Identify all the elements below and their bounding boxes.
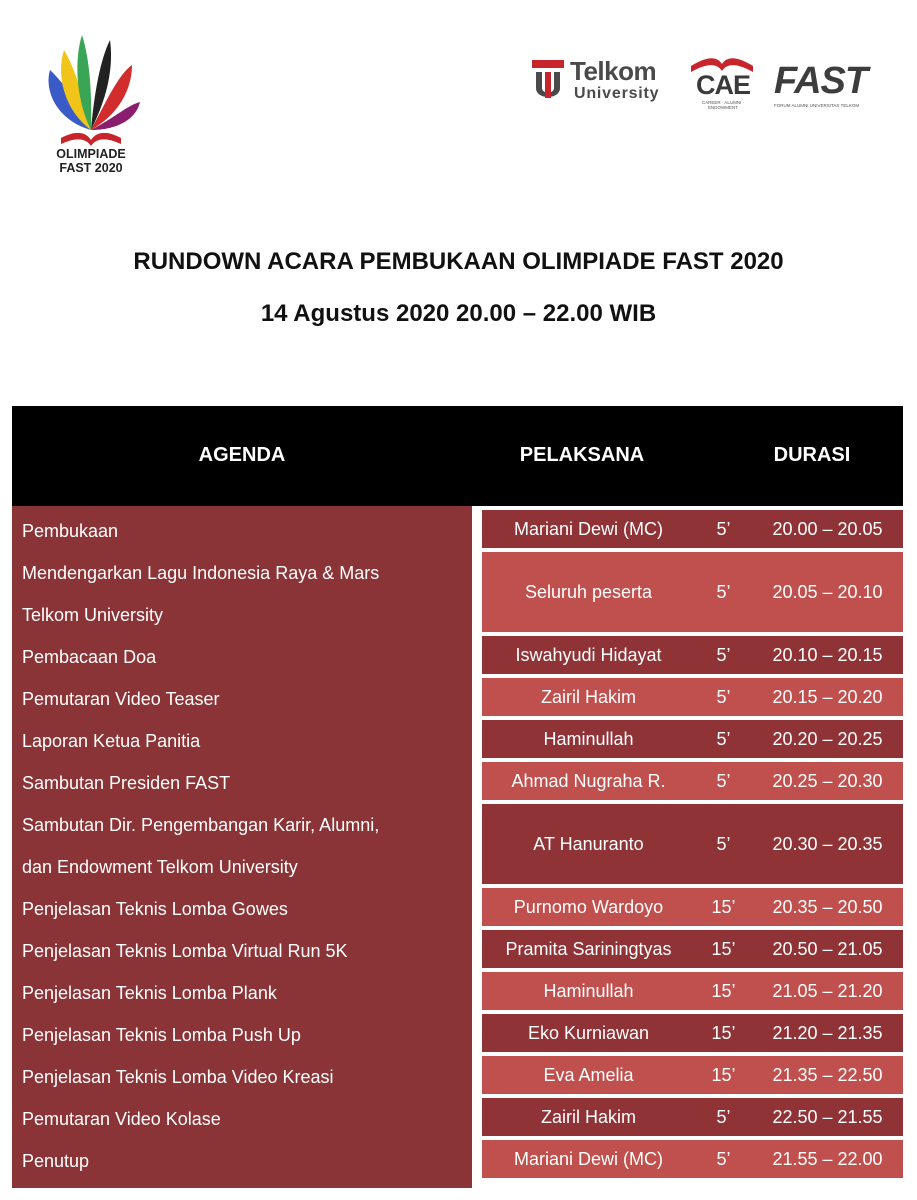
logo-caption-line1: OLIMPIADE (56, 147, 126, 161)
table-header (12, 406, 903, 506)
table-row (482, 1014, 903, 1052)
pelaksana-cell: Eva Amelia (543, 1064, 634, 1085)
agenda-item (22, 678, 462, 720)
menit-cell: 15’ (711, 980, 736, 1001)
menit-cell: 5’ (716, 833, 731, 854)
menit-cell: 5’ (716, 686, 731, 707)
table-row (482, 930, 903, 968)
pelaksana-cell: Mariani Dewi (MC) (513, 518, 663, 539)
agenda-item (22, 636, 462, 678)
header-durasi: DURASI (773, 444, 851, 466)
header-pelaksana: PELAKSANA (519, 444, 645, 466)
agenda-text: Pemutaran Video Kolase (22, 1108, 221, 1129)
agenda-text: Mendengarkan Lagu Indonesia Raya & Mars (22, 562, 380, 583)
agenda-text: Penjelasan Teknis Lomba Gowes (22, 898, 288, 919)
pelaksana-cell: Eko Kurniawan (527, 1022, 650, 1043)
menit-cell: 5’ (716, 1148, 731, 1169)
agenda-text: Sambutan Dir. Pengembangan Karir, Alumni, (22, 814, 380, 835)
agenda-text: Telkom University (22, 604, 164, 625)
pelaksana-cell: Haminullah (543, 980, 634, 1001)
header-agenda: AGENDA (198, 444, 286, 466)
agenda-item (22, 720, 462, 762)
table-row (482, 1140, 903, 1178)
waktu-cell: 20.20 – 20.25 (772, 728, 883, 749)
agenda-item (22, 1014, 462, 1056)
waktu-cell: 20.25 – 20.30 (772, 770, 883, 791)
column-divider (472, 506, 482, 1188)
waktu-cell: 20.10 – 20.15 (772, 644, 883, 665)
agenda-item (22, 1098, 462, 1140)
table-row (482, 1098, 903, 1136)
table-row (482, 678, 903, 716)
table-row (482, 636, 903, 674)
agenda-text: Pembacaan Doa (22, 646, 157, 667)
waktu-cell: 20.15 – 20.20 (772, 686, 883, 707)
pelaksana-cell: Iswahyudi Hidayat (515, 644, 662, 665)
pelaksana-cell: Seluruh peserta (524, 581, 653, 602)
waktu-cell: 21.20 – 21.35 (772, 1022, 883, 1043)
page-subtitle-date: 14 Agustus 2020 20.00 – 22.00 WIB (260, 300, 657, 327)
table-row (482, 804, 903, 884)
table-body (12, 506, 903, 1188)
menit-cell: 15’ (711, 1022, 736, 1043)
rundown-table (12, 406, 903, 1188)
waktu-cell: 21.35 – 22.50 (772, 1064, 883, 1085)
menit-cell: 5’ (716, 770, 731, 791)
table-row (482, 972, 903, 1010)
agenda-item (22, 888, 462, 930)
waktu-cell: 20.00 – 20.05 (772, 518, 883, 539)
pelaksana-cell: Pramita Sariningtyas (505, 938, 672, 959)
agenda-item (22, 762, 462, 804)
menit-cell: 5’ (716, 728, 731, 749)
pelaksana-cell: Haminullah (543, 728, 634, 749)
waktu-cell: 21.55 – 22.00 (772, 1148, 883, 1169)
agenda-text: Penjelasan Teknis Lomba Plank (22, 982, 277, 1003)
table-row (482, 720, 903, 758)
agenda-text: Penjelasan Teknis Lomba Push Up (22, 1024, 301, 1045)
cae-wordmark: CAE (695, 70, 750, 100)
telkom-subtitle: University (574, 85, 660, 102)
agenda-item (22, 552, 462, 636)
waktu-cell: 20.30 – 20.35 (772, 833, 883, 854)
fast-wordmark: FAST (774, 60, 868, 102)
page-title: RUNDOWN ACARA PEMBUKAAN OLIMPIADE FAST 2020 (133, 248, 784, 275)
agenda-text: Pembukaan (22, 520, 119, 541)
pelaksana-cell: Ahmad Nugraha R. (511, 770, 666, 791)
agenda-text: Laporan Ketua Panitia (22, 730, 201, 751)
waktu-cell: 20.05 – 20.10 (772, 581, 883, 602)
agenda-item (22, 972, 462, 1014)
fast-subtitle: FORUM ALUMNI UNIVERSITAS TELKOM (774, 103, 860, 108)
table-row (482, 510, 903, 548)
menit-cell: 15’ (711, 938, 736, 959)
table-row (482, 762, 903, 800)
waktu-cell: 20.50 – 21.05 (772, 938, 883, 959)
logo-caption-line2: FAST 2020 (59, 161, 123, 175)
table-row (482, 888, 903, 926)
menit-cell: 5’ (716, 644, 731, 665)
table-row (482, 1056, 903, 1094)
agenda-item (22, 1140, 462, 1182)
pelaksana-cell: Zairil Hakim (540, 686, 636, 707)
pelaksana-cell: AT Hanuranto (533, 833, 644, 854)
menit-cell: 15’ (711, 1064, 736, 1085)
agenda-text: dan Endowment Telkom University (22, 856, 298, 877)
table-row (482, 552, 903, 632)
pelaksana-cell: Mariani Dewi (MC) (513, 1148, 663, 1169)
waktu-cell: 20.35 – 20.50 (772, 896, 883, 917)
menit-cell: 5’ (716, 1106, 731, 1127)
agenda-item (22, 804, 462, 888)
agenda-item (22, 510, 462, 552)
cae-subtitle: CAREER · ALUMNI · ENDOWMENT (701, 100, 745, 110)
agenda-item (22, 1056, 462, 1098)
agenda-text: Penutup (22, 1150, 90, 1171)
telkom-wordmark: Telkom (570, 56, 657, 86)
agenda-text: Pemutaran Video Teaser (22, 688, 220, 709)
waktu-cell: 22.50 – 21.55 (772, 1106, 883, 1127)
pelaksana-cell: Purnomo Wardoyo (513, 896, 664, 917)
agenda-item (22, 930, 462, 972)
menit-cell: 5’ (716, 518, 731, 539)
pelaksana-cell: Zairil Hakim (540, 1106, 636, 1127)
agenda-text: Penjelasan Teknis Lomba Video Kreasi (22, 1066, 334, 1087)
waktu-cell: 21.05 – 21.20 (772, 980, 883, 1001)
menit-cell: 15’ (711, 896, 736, 917)
agenda-text: Penjelasan Teknis Lomba Virtual Run 5K (22, 940, 348, 961)
menit-cell: 5’ (716, 581, 731, 602)
olimpiade-logo-caption (38, 147, 144, 175)
agenda-text: Sambutan Presiden FAST (22, 772, 231, 793)
